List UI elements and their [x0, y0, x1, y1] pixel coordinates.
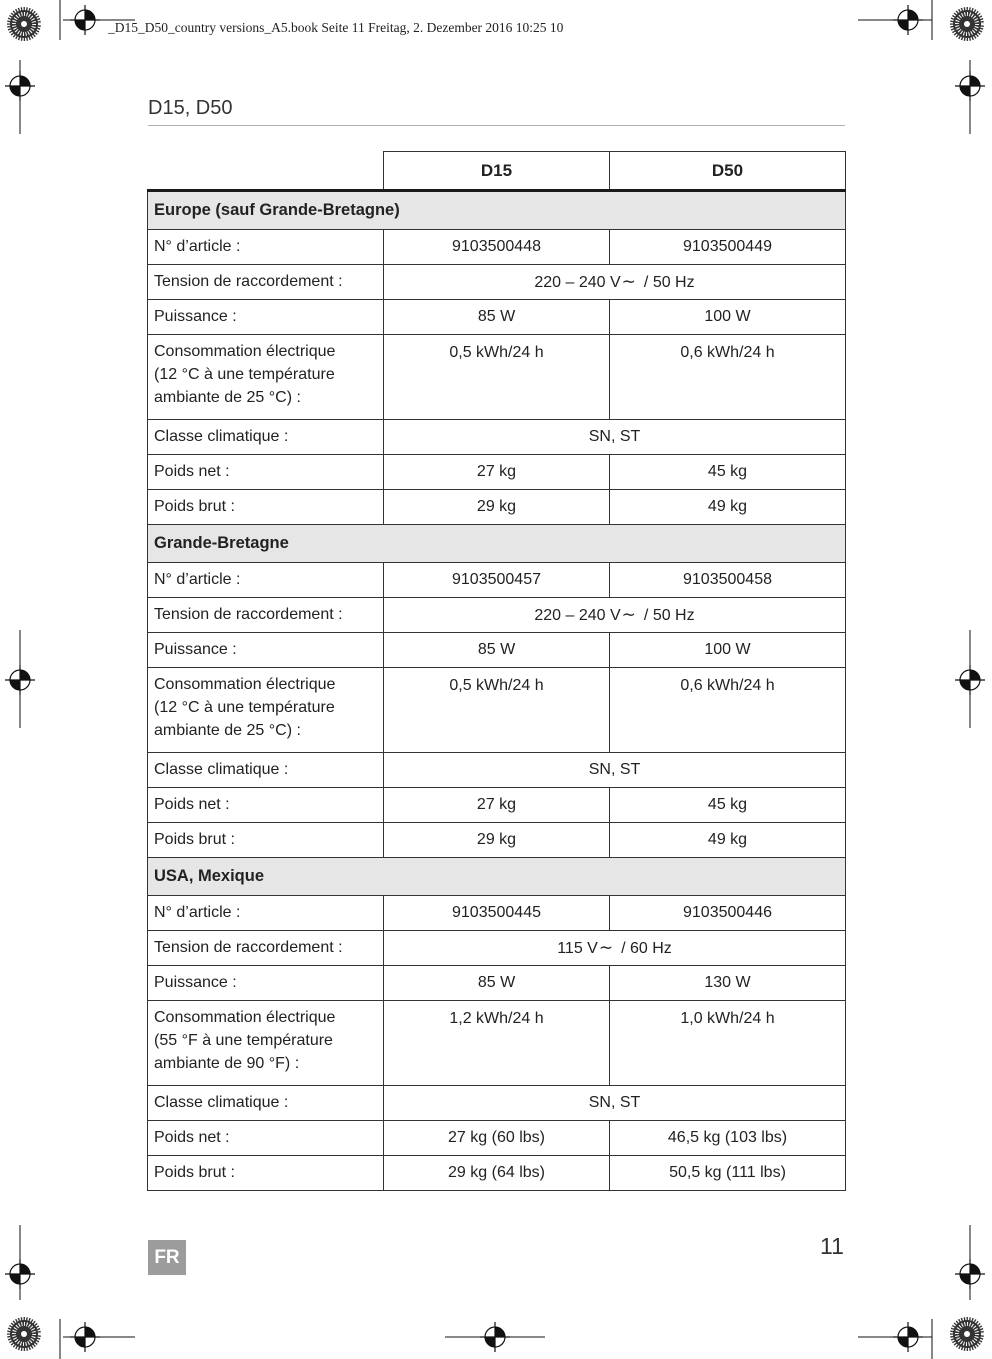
- table-row: [148, 1121, 846, 1156]
- row-label: [148, 1001, 384, 1086]
- row-label-line: (12 °C à une température: [154, 366, 335, 383]
- table-row: [148, 788, 846, 823]
- page-title: D15, D50: [148, 97, 233, 119]
- row-label: N° d’article :: [148, 230, 384, 265]
- cell-d50: 0,6 kWh/24 h: [610, 335, 846, 420]
- row-label: Puissance :: [148, 633, 384, 668]
- cell-d50: 9103500449: [610, 230, 846, 265]
- row-label: Puissance :: [148, 966, 384, 1001]
- row-label: Poids net :: [148, 455, 384, 490]
- cell-d15: 29 kg: [384, 490, 610, 525]
- row-label: Tension de raccordement :: [148, 931, 384, 966]
- registration-star-icon: [950, 7, 984, 41]
- cell-d50: 130 W: [610, 966, 846, 1001]
- table-row: [148, 490, 846, 525]
- alternating-current-icon: ∼: [598, 938, 614, 958]
- registration-star-icon: [950, 1317, 984, 1351]
- row-label-line: ambiante de 25 °C) :: [154, 389, 301, 406]
- row-label: Classe climatique :: [148, 1086, 384, 1121]
- cell-d50: 46,5 kg (103 lbs): [610, 1121, 846, 1156]
- row-label: N° d’article :: [148, 896, 384, 931]
- table-row: [148, 300, 846, 335]
- section-heading: Grande-Bretagne: [148, 525, 846, 563]
- cell-d50: 9103500458: [610, 563, 846, 598]
- row-label-line: (12 °C à une température: [154, 699, 335, 716]
- table-row: [148, 823, 846, 858]
- header-blank-cell: [148, 152, 384, 191]
- section-heading-row: [148, 525, 846, 563]
- voltage-value: 115 V: [557, 940, 598, 957]
- crosshair-icon: [5, 71, 35, 101]
- cell-d15: 85 W: [384, 300, 610, 335]
- cell-d50: 100 W: [610, 300, 846, 335]
- row-label: [148, 335, 384, 420]
- cell-d50: 45 kg: [610, 455, 846, 490]
- page-number: 11: [820, 1233, 844, 1259]
- cell-climate: SN, ST: [384, 753, 846, 788]
- voltage-value: 220 – 240 V: [534, 607, 621, 624]
- crosshair-icon: [70, 5, 100, 35]
- cell-d15: 27 kg (60 lbs): [384, 1121, 610, 1156]
- cell-voltage: [384, 265, 846, 300]
- table-row: [148, 896, 846, 931]
- table-row: [148, 668, 846, 753]
- table-row: [148, 931, 846, 966]
- table-row: [148, 335, 846, 420]
- crosshair-icon: [5, 1259, 35, 1289]
- cell-d50: 100 W: [610, 633, 846, 668]
- section-heading: Europe (sauf Grande-Bretagne): [148, 191, 846, 230]
- specifications-table: [147, 151, 846, 1191]
- cell-d15: 85 W: [384, 633, 610, 668]
- row-label-line: Consommation électrique: [154, 1009, 336, 1026]
- column-header-d15: D15: [384, 152, 610, 191]
- title-divider: [148, 125, 845, 126]
- section-heading-row: [148, 858, 846, 896]
- print-header: _D15_D50_country versions_A5.book Seite 11 Freitag, 2. Dezember 2016 10:25 10: [108, 20, 564, 35]
- cell-d15: 85 W: [384, 966, 610, 1001]
- voltage-value: 220 – 240 V: [534, 274, 621, 291]
- frequency-value: / 50 Hz: [643, 274, 695, 291]
- frequency-value: / 60 Hz: [621, 940, 672, 957]
- cell-d15: 29 kg: [384, 823, 610, 858]
- row-label: Puissance :: [148, 300, 384, 335]
- crosshair-icon: [5, 665, 35, 695]
- cell-d15: 0,5 kWh/24 h: [384, 335, 610, 420]
- cell-climate: SN, ST: [384, 1086, 846, 1121]
- crosshair-icon: [893, 5, 923, 35]
- cell-d15: 9103500448: [384, 230, 610, 265]
- row-label-line: ambiante de 90 °F) :: [154, 1055, 300, 1072]
- crosshair-icon: [955, 665, 985, 695]
- row-label: Tension de raccordement :: [148, 598, 384, 633]
- row-label: Poids brut :: [148, 490, 384, 525]
- cell-voltage: [384, 931, 846, 966]
- crosshair-icon: [480, 1322, 510, 1352]
- table-row: [148, 1001, 846, 1086]
- column-header-d50: D50: [610, 152, 846, 191]
- registration-star-icon: [7, 7, 41, 41]
- crosshair-icon: [955, 71, 985, 101]
- table-row: [148, 265, 846, 300]
- table-row: [148, 598, 846, 633]
- row-label: Poids brut :: [148, 823, 384, 858]
- table-row: [148, 420, 846, 455]
- frequency-value: / 50 Hz: [643, 607, 695, 624]
- table-row: [148, 966, 846, 1001]
- table-row: [148, 1156, 846, 1191]
- table-row: [148, 230, 846, 265]
- cell-d15: 29 kg (64 lbs): [384, 1156, 610, 1191]
- language-badge: FR: [148, 1240, 186, 1275]
- cell-d15: 9103500445: [384, 896, 610, 931]
- row-label: Classe climatique :: [148, 420, 384, 455]
- row-label: [148, 668, 384, 753]
- registration-star-icon: [7, 1317, 41, 1351]
- cell-voltage: [384, 598, 846, 633]
- row-label: Poids brut :: [148, 1156, 384, 1191]
- table-row: [148, 563, 846, 598]
- cell-d50: 9103500446: [610, 896, 846, 931]
- table-row: [148, 1086, 846, 1121]
- cell-d15: 1,2 kWh/24 h: [384, 1001, 610, 1086]
- row-label: Classe climatique :: [148, 753, 384, 788]
- cell-d15: 0,5 kWh/24 h: [384, 668, 610, 753]
- row-label: N° d’article :: [148, 563, 384, 598]
- table-row: [148, 633, 846, 668]
- cell-climate: SN, ST: [384, 420, 846, 455]
- cell-d50: 49 kg: [610, 823, 846, 858]
- section-heading: USA, Mexique: [148, 858, 846, 896]
- crosshair-icon: [955, 1259, 985, 1289]
- alternating-current-icon: ∼: [621, 272, 636, 292]
- cell-d50: 1,0 kWh/24 h: [610, 1001, 846, 1086]
- alternating-current-icon: ∼: [621, 605, 636, 625]
- crosshair-icon: [70, 1322, 100, 1352]
- row-label: Poids net :: [148, 788, 384, 823]
- cell-d50: 50,5 kg (111 lbs): [610, 1156, 846, 1191]
- cell-d15: 9103500457: [384, 563, 610, 598]
- cell-d50: 0,6 kWh/24 h: [610, 668, 846, 753]
- row-label: Poids net :: [148, 1121, 384, 1156]
- row-label: Tension de raccordement :: [148, 265, 384, 300]
- section-heading-row: [148, 191, 846, 230]
- row-label-line: Consommation électrique: [154, 343, 336, 360]
- table-header-row: [148, 152, 846, 191]
- row-label-line: ambiante de 25 °C) :: [154, 722, 301, 739]
- cell-d15: 27 kg: [384, 788, 610, 823]
- cell-d50: 45 kg: [610, 788, 846, 823]
- cell-d15: 27 kg: [384, 455, 610, 490]
- row-label-line: Consommation électrique: [154, 676, 336, 693]
- crosshair-icon: [893, 1322, 923, 1352]
- cell-d50: 49 kg: [610, 490, 846, 525]
- table-row: [148, 455, 846, 490]
- table-row: [148, 753, 846, 788]
- row-label-line: (55 °F à une température: [154, 1032, 333, 1049]
